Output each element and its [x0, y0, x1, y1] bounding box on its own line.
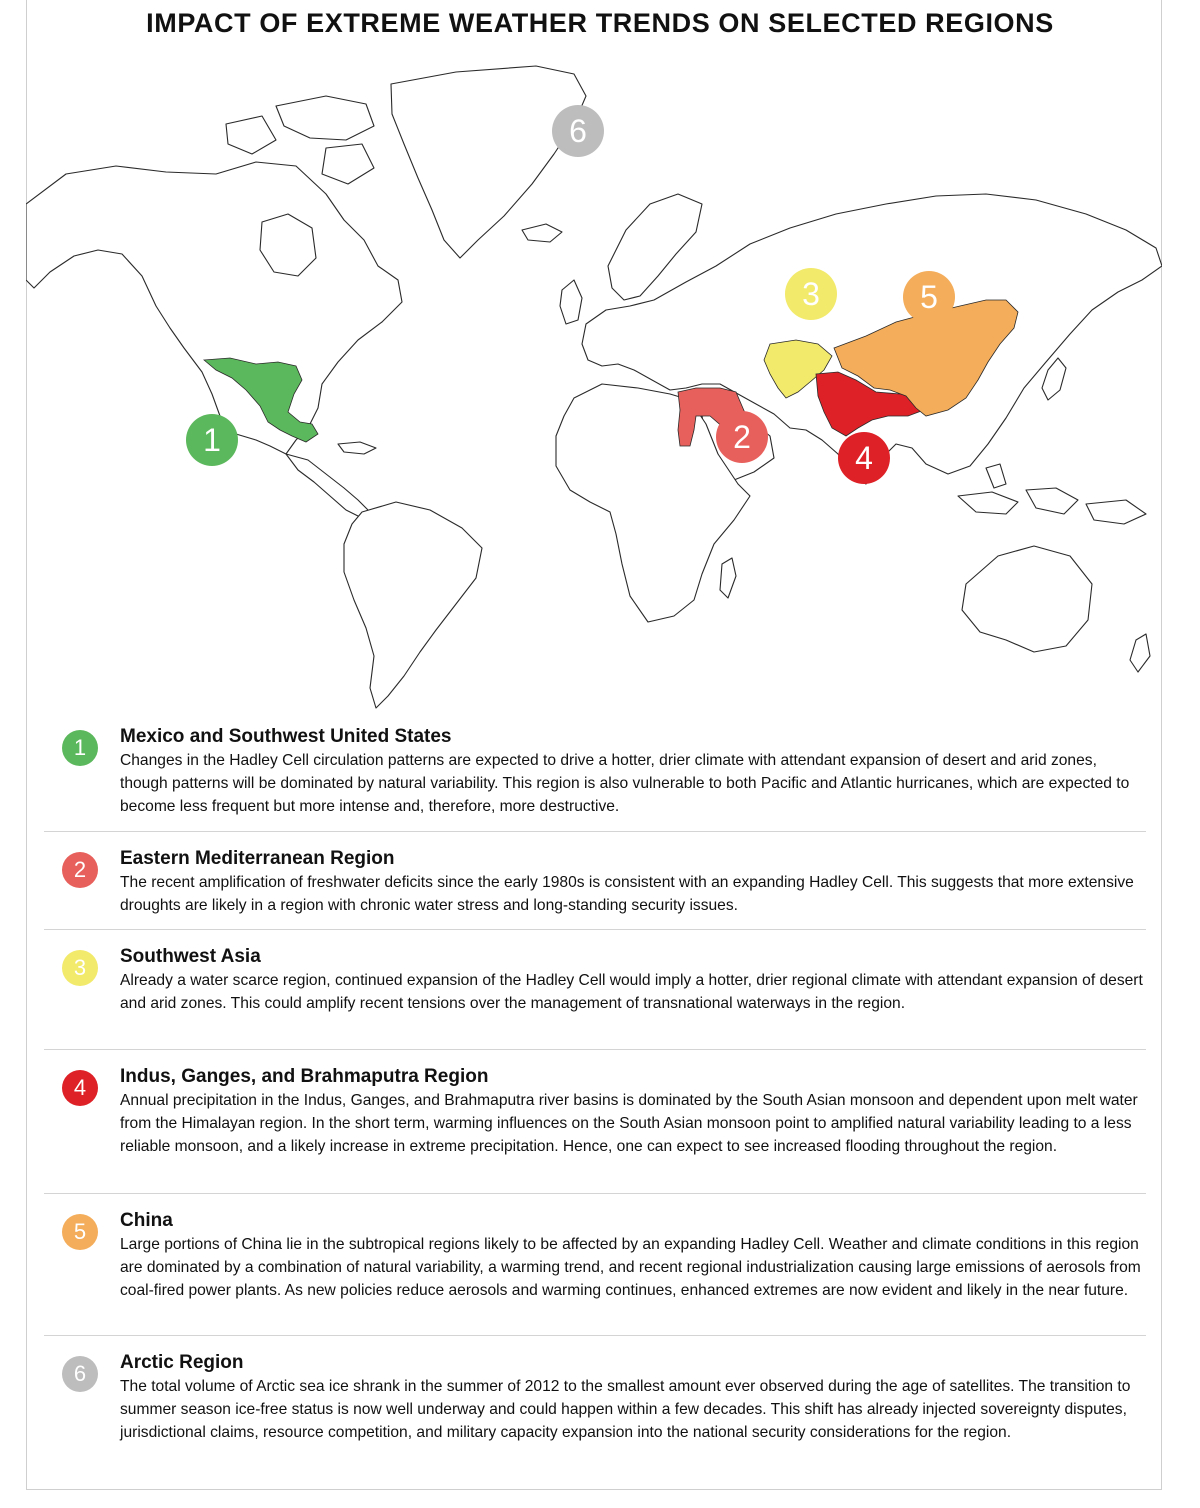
- legend-item-5: [44, 1194, 1146, 1336]
- legend-text-4: Annual precipitation in the Indus, Ganges, and Brahmaputra river basins is dominated by the South Asian monsoon and dependent upon melt water from the Himalayan region. In the short term, warming influences on the South Asian monsoon point to amplified natural variability leading to a less reliable monsoon, and a likely increase in extreme precipitation. Hence, one can expect to see increased flooding throughout the region.: [120, 1092, 1138, 1156]
- legend-heading-5: China: [120, 1210, 173, 1231]
- legend-heading-2: Eastern Mediterranean Region: [120, 848, 395, 869]
- legend-item-2: [44, 832, 1146, 930]
- map-marker-5-label: 5: [920, 279, 938, 315]
- map-marker-2-label: 2: [733, 419, 751, 455]
- legend-item-3: [44, 930, 1146, 1050]
- legend-text-2: The recent amplification of freshwater deficits since the early 1980s is consistent with an expanding Hadley Cell. This suggests that more extensive droughts are likely in a region with chronic water stress and long-standing security issues.: [120, 874, 1134, 915]
- australia-outline: [962, 546, 1092, 652]
- map-marker-4: [838, 432, 890, 484]
- legend-badge-1: 1: [62, 730, 98, 766]
- central-america-outline: [286, 454, 368, 518]
- map-marker-4-label: 4: [855, 440, 873, 476]
- south-america-outline: [344, 502, 482, 708]
- map-marker-6: [552, 105, 604, 157]
- map-marker-3-label: 3: [802, 276, 820, 312]
- legend-badge-2: 2: [62, 852, 98, 888]
- legend-item-4: [44, 1050, 1146, 1194]
- legend-badge-4: 4: [62, 1070, 98, 1106]
- map-marker-1: [186, 414, 238, 466]
- map-marker-2: [716, 411, 768, 463]
- legend-heading-1: Mexico and Southwest United States: [120, 726, 452, 747]
- map-marker-5: [903, 271, 955, 323]
- map-marker-6-label: 6: [569, 113, 587, 149]
- region-legend: [44, 720, 1146, 1472]
- legend-heading-4: Indus, Ganges, and Brahmaputra Region: [120, 1066, 489, 1087]
- legend-badge-5: 5: [62, 1214, 98, 1250]
- legend-heading-6: Arctic Region: [120, 1352, 244, 1373]
- map-marker-3: [785, 268, 837, 320]
- legend-heading-3: Southwest Asia: [120, 946, 261, 967]
- legend-text-5: Large portions of China lie in the subtropical regions likely to be affected by an expanding Hadley Cell. Weather and climate conditions in this region are dominated by a combination of natural variability, a warming trend, and recent regional industrialization causing large emissions of aerosols from coal-fired power plants. As new policies reduce aerosols and warming continues, enhanced extremes are now evident and likely in the near future.: [120, 1236, 1141, 1300]
- legend-badge-3: 3: [62, 950, 98, 986]
- page-title: IMPACT OF EXTREME WEATHER TRENDS ON SELECTED REGIONS: [146, 8, 1054, 38]
- legend-text-1: Changes in the Hadley Cell circulation patterns are expected to drive a hotter, drier climate with attendant expansion of desert and arid zones, though patterns will be dominated by natural variability. This region is also vulnerable to both Pacific and Atlantic hurricanes, which are expected to become less frequent but more intense and, therefore, more destructive.: [120, 752, 1130, 816]
- map-marker-1-label: 1: [203, 422, 221, 458]
- world-map: [26, 44, 1162, 720]
- legend-item-6: [44, 1336, 1146, 1472]
- arctic-islands-outline: [276, 96, 374, 140]
- legend-text-3: Already a water scarce region, continued expansion of the Hadley Cell would imply a hotter, drier regional climate with attendant expansion of desert and arid zones. This could amplify recent tensions over the management of transnational waterways in the region.: [120, 972, 1143, 1013]
- legend-badge-6: 6: [62, 1356, 98, 1392]
- legend-text-6: The total volume of Arctic sea ice shrank in the summer of 2012 to the smallest amount ever observed during the age of satellites. The transition to summer season ice-free status is now well underway and could happen within a few decades. This shift has already injected sovereignty disputes, jurisdictional claims, resource competition, and military capacity expansion into the national security considerations for the region.: [120, 1378, 1131, 1442]
- legend-item-1: [44, 720, 1146, 832]
- north-america-outline: [26, 162, 402, 454]
